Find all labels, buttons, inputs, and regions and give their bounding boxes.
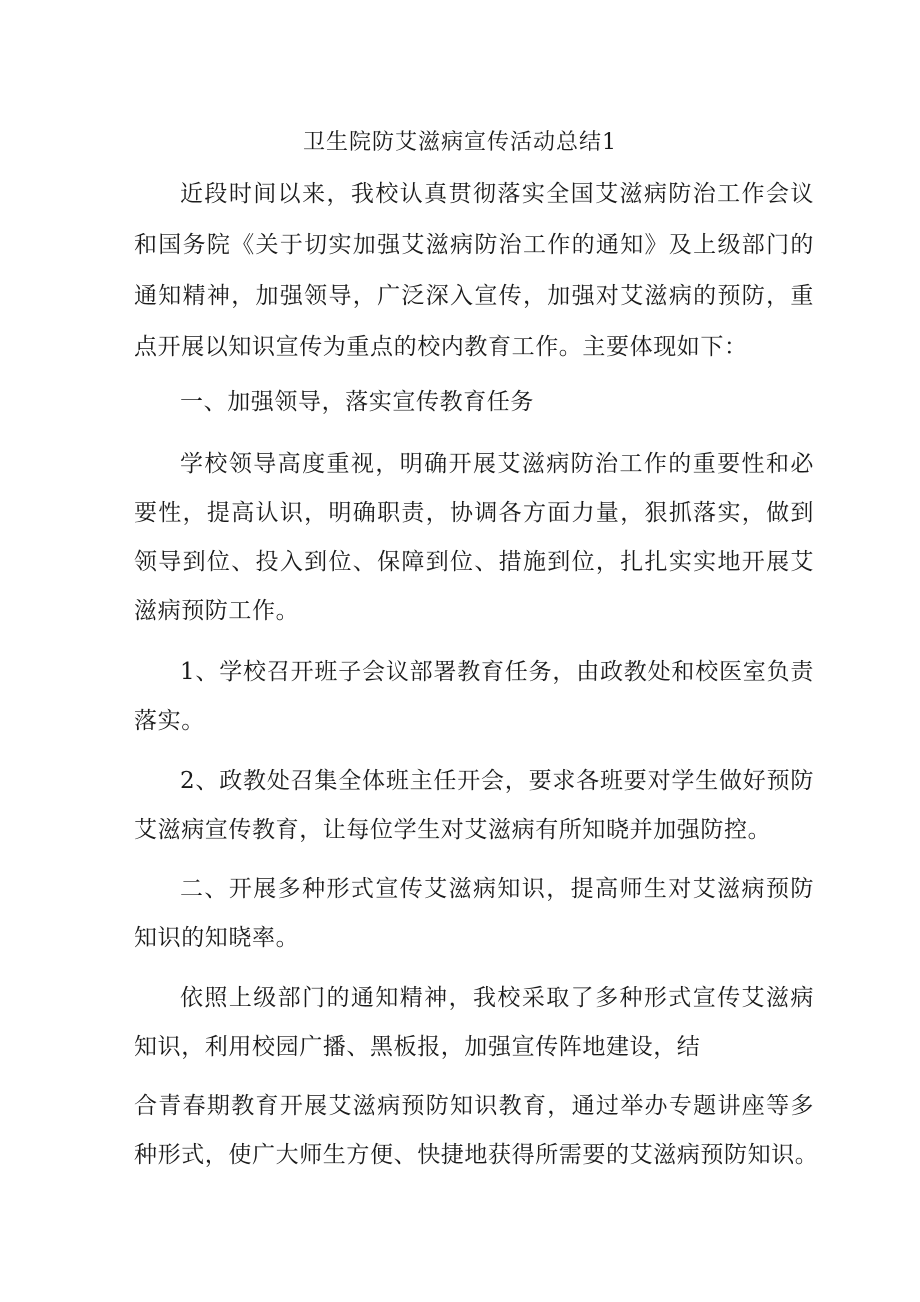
paragraph-line: 学校领导高度重视，明确开展艾滋病防治工作的重要性和必 <box>180 451 814 477</box>
paragraph-line: 点开展以知识宣传为重点的校内教育工作。主要体现如下： <box>134 334 748 360</box>
paragraph-line: 合青春期教育开展艾滋病预防知识教育，通过举办专题讲座等多 <box>134 1093 814 1119</box>
paragraph-line: 要性，提高认识，明确职责，协调各方面力量，狠抓落实，做到 <box>134 500 814 526</box>
paragraph-line: 领导到位、投入到位、保障到位、措施到位，扎扎实实地开展艾 <box>134 549 814 575</box>
paragraph-line: 1、学校召开班子会议部署教育任务，由政教处和校医室负责 <box>180 659 814 685</box>
paragraph-line: 通知精神，加强领导，广泛深入宣传，加强对艾滋病的预防，重 <box>134 283 814 309</box>
paragraph-line: 依照上级部门的通知精神，我校采取了多种形式宣传艾滋病 <box>180 985 814 1011</box>
paragraph-line: 滋病预防工作。 <box>134 598 300 624</box>
paragraph-line: 2、政教处召集全体班主任开会，要求各班要对学生做好预防 <box>180 768 814 794</box>
paragraph-line: 艾滋病宣传教育，让每位学生对艾滋病有所知晓并加强防控。 <box>134 817 772 843</box>
section-heading: 二、开展多种形式宣传艾滋病知识，提高师生对艾滋病预防 <box>180 876 814 902</box>
document-title: 卫生院防艾滋病宣传活动总结1 <box>303 130 617 155</box>
paragraph-line: 近段时间以来，我校认真贯彻落实全国艾滋病防治工作会议 <box>180 181 814 207</box>
paragraph-line: 和国务院《关于切实加强艾滋病防治工作的通知》及上级部门的 <box>134 232 814 258</box>
paragraph-line: 落实。 <box>134 708 205 734</box>
paragraph-line: 种形式，使广大师生方便、快捷地获得所需要的艾滋病预防知识。 <box>134 1142 819 1168</box>
paragraph-line: 知识，利用校园广播、黑板报，加强宣传阵地建设，结 <box>134 1034 701 1060</box>
section-heading: 知识的知晓率。 <box>134 925 300 951</box>
section-heading: 一、加强领导，落实宣传教育任务 <box>180 389 534 415</box>
